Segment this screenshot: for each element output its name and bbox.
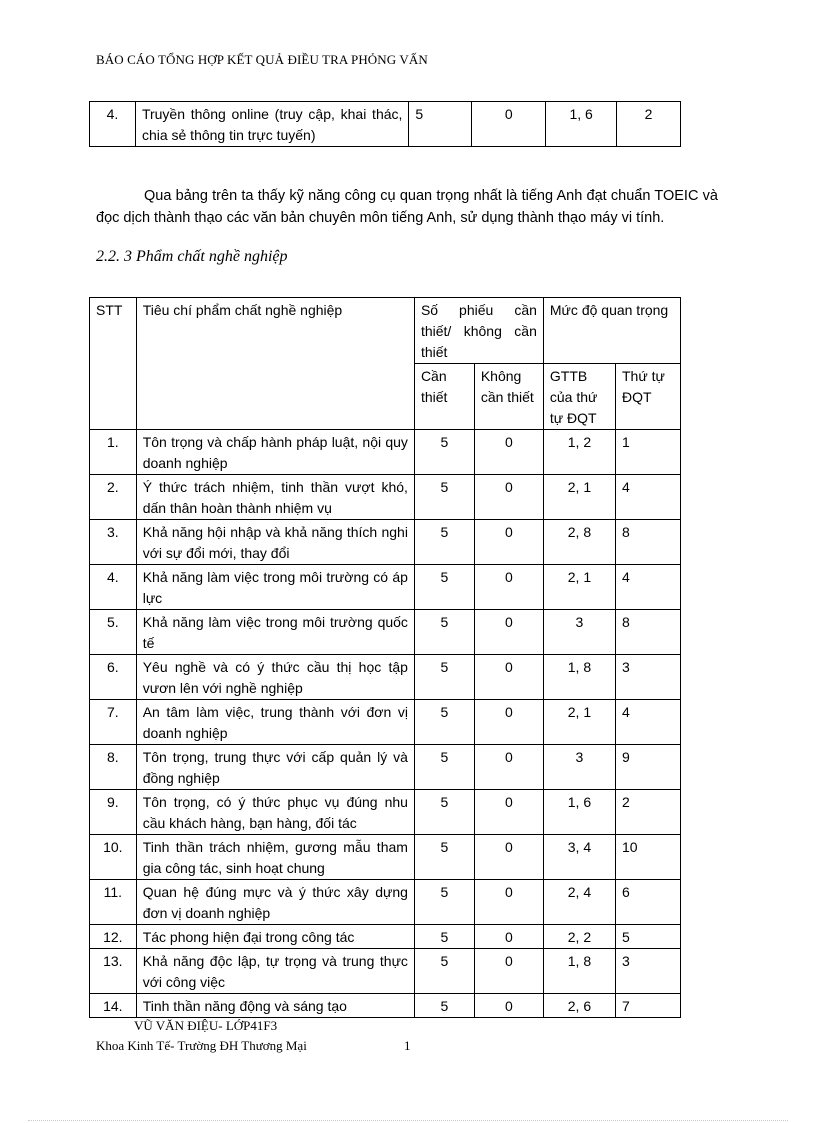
row-criterion: Yêu nghề và có ý thức cầu thị học tập vươn lên với nghề nghiệp — [136, 655, 414, 700]
row-rank: 8 — [615, 610, 680, 655]
row-criterion: Tôn trọng, trung thực với cấp quản lý và đồng nghiệp — [136, 745, 414, 790]
row-criterion: Khả năng làm việc trong môi trường có áp lực — [136, 565, 414, 610]
row-number: 1. — [90, 430, 137, 475]
row-needed: 5 — [409, 102, 472, 147]
header-stt: STT — [90, 298, 137, 430]
row-needed: 5 — [414, 880, 474, 925]
row-average: 2, 1 — [543, 700, 615, 745]
row-average: 3 — [543, 745, 615, 790]
row-not-needed: 0 — [474, 475, 543, 520]
row-rank: 5 — [615, 925, 680, 949]
row-number: 11. — [90, 880, 137, 925]
row-not-needed: 0 — [474, 880, 543, 925]
row-needed: 5 — [414, 610, 474, 655]
footer-school: Khoa Kinh Tế- Trường ĐH Thương Mại — [96, 1038, 307, 1053]
header-average: GTTB của thứ tự ĐQT — [543, 364, 615, 430]
row-not-needed: 0 — [474, 994, 543, 1018]
row-not-needed: 0 — [474, 565, 543, 610]
row-average: 3, 4 — [543, 835, 615, 880]
row-rank: 6 — [615, 880, 680, 925]
row-average: 2, 1 — [543, 565, 615, 610]
row-rank: 3 — [615, 949, 680, 994]
table-row — [90, 475, 681, 520]
row-rank: 9 — [615, 745, 680, 790]
page-bottom-divider — [28, 1120, 788, 1121]
table-body — [90, 430, 681, 1018]
row-needed: 5 — [414, 994, 474, 1018]
header-importance: Mức độ quan trọng — [543, 298, 680, 364]
header-not-needed: Không cần thiết — [474, 364, 543, 430]
table-row — [90, 745, 681, 790]
row-number: 14. — [90, 994, 137, 1018]
row-rank: 3 — [615, 655, 680, 700]
row-criterion: Ý thức trách nhiệm, tinh thần vượt khó, dấn thân hoàn thành nhiệm vụ — [136, 475, 414, 520]
row-needed: 5 — [414, 430, 474, 475]
row-average: 2, 2 — [543, 925, 615, 949]
row-not-needed: 0 — [474, 700, 543, 745]
row-average: 3 — [543, 610, 615, 655]
row-needed: 5 — [414, 949, 474, 994]
row-criterion: Truyền thông online (truy cập, khai thác, chia sẻ thông tin trực tuyến) — [135, 102, 408, 147]
row-rank: 7 — [615, 994, 680, 1018]
table-row — [90, 655, 681, 700]
table-row — [90, 700, 681, 745]
table-row — [90, 610, 681, 655]
row-not-needed: 0 — [474, 655, 543, 700]
row-rank: 4 — [615, 475, 680, 520]
row-number: 10. — [90, 835, 137, 880]
row-needed: 5 — [414, 925, 474, 949]
row-average: 2, 8 — [543, 520, 615, 565]
table-row — [90, 835, 681, 880]
table-row — [90, 102, 681, 147]
row-rank: 10 — [615, 835, 680, 880]
row-rank: 4 — [615, 565, 680, 610]
row-number: 4. — [90, 102, 136, 147]
summary-paragraph: Qua bảng trên ta thấy kỹ năng công cụ quan trọng nhất là tiếng Anh đạt chuẩn TOEIC và đọc dịch thành thạo các văn bản chuyên môn tiếng Anh, sử dụng thành thạo máy vi tính. — [96, 187, 718, 226]
row-rank: 2 — [617, 102, 681, 147]
row-number: 9. — [90, 790, 137, 835]
row-criterion: Khả năng hội nhập và khả năng thích nghi với sự đổi mới, thay đổi — [136, 520, 414, 565]
footer-author: VŨ VĂN ĐIỆU- LỚP41F3 — [134, 1018, 278, 1033]
row-criterion: Tác phong hiện đại trong công tác — [136, 925, 414, 949]
table-row — [90, 925, 681, 949]
page-number: 1 — [404, 1038, 411, 1053]
row-rank: 4 — [615, 700, 680, 745]
row-number: 12. — [90, 925, 137, 949]
row-rank: 2 — [615, 790, 680, 835]
row-average: 1, 6 — [546, 102, 617, 147]
header-criterion: Tiêu chí phẩm chất nghề nghiệp — [136, 298, 414, 430]
row-not-needed: 0 — [474, 925, 543, 949]
row-not-needed: 0 — [474, 949, 543, 994]
row-needed: 5 — [414, 700, 474, 745]
continued-table — [89, 101, 681, 147]
row-number: 7. — [90, 700, 137, 745]
table-header-row — [90, 298, 681, 364]
row-number: 5. — [90, 610, 137, 655]
row-number: 8. — [90, 745, 137, 790]
row-criterion: Khả năng làm việc trong môi trường quốc tế — [136, 610, 414, 655]
row-needed: 5 — [414, 565, 474, 610]
row-number: 2. — [90, 475, 137, 520]
row-number: 13. — [90, 949, 137, 994]
row-average: 2, 6 — [543, 994, 615, 1018]
row-not-needed: 0 — [472, 102, 546, 147]
row-criterion: Tinh thần năng động và sáng tạo — [136, 994, 414, 1018]
row-number: 3. — [90, 520, 137, 565]
row-not-needed: 0 — [474, 745, 543, 790]
row-needed: 5 — [414, 790, 474, 835]
header-votes: Số phiếu cần thiết/ không cần thiết — [414, 298, 543, 364]
page-header: BÁO CÁO TỔNG HỢP KẾT QUẢ ĐIỀU TRA PHỎNG VẤN — [96, 52, 428, 67]
row-not-needed: 0 — [474, 610, 543, 655]
row-needed: 5 — [414, 655, 474, 700]
row-number: 4. — [90, 565, 137, 610]
row-needed: 5 — [414, 475, 474, 520]
row-criterion: Khả năng độc lập, tự trọng và trung thực với công việc — [136, 949, 414, 994]
table-row — [90, 949, 681, 994]
row-needed: 5 — [414, 835, 474, 880]
section-title: 2.2. 3 Phẩm chất nghề nghiệp — [96, 248, 288, 265]
row-number: 6. — [90, 655, 137, 700]
qualities-table — [89, 297, 681, 1018]
row-criterion: Tinh thần trách nhiệm, gương mẫu tham gia công tác, sinh hoạt chung — [136, 835, 414, 880]
row-not-needed: 0 — [474, 430, 543, 475]
row-average: 1, 8 — [543, 949, 615, 994]
row-average: 2, 4 — [543, 880, 615, 925]
header-rank: Thứ tự ĐQT — [615, 364, 680, 430]
row-rank: 8 — [615, 520, 680, 565]
table-row — [90, 994, 681, 1018]
row-criterion: An tâm làm việc, trung thành với đơn vị doanh nghiệp — [136, 700, 414, 745]
header-needed: Cần thiết — [414, 364, 474, 430]
row-average: 2, 1 — [543, 475, 615, 520]
row-criterion: Tôn trọng và chấp hành pháp luật, nội quy doanh nghiệp — [136, 430, 414, 475]
row-average: 1, 2 — [543, 430, 615, 475]
row-not-needed: 0 — [474, 790, 543, 835]
row-criterion: Tôn trọng, có ý thức phục vụ đúng nhu cầu khách hàng, bạn hàng, đối tác — [136, 790, 414, 835]
table-row — [90, 880, 681, 925]
row-average: 1, 8 — [543, 655, 615, 700]
row-criterion: Quan hệ đúng mực và ý thức xây dựng đơn vị doanh nghiệp — [136, 880, 414, 925]
row-needed: 5 — [414, 520, 474, 565]
table-row — [90, 565, 681, 610]
row-rank: 1 — [615, 430, 680, 475]
row-average: 1, 6 — [543, 790, 615, 835]
table-row — [90, 520, 681, 565]
row-not-needed: 0 — [474, 835, 543, 880]
row-not-needed: 0 — [474, 520, 543, 565]
table-row — [90, 790, 681, 835]
row-needed: 5 — [414, 745, 474, 790]
table-row — [90, 430, 681, 475]
